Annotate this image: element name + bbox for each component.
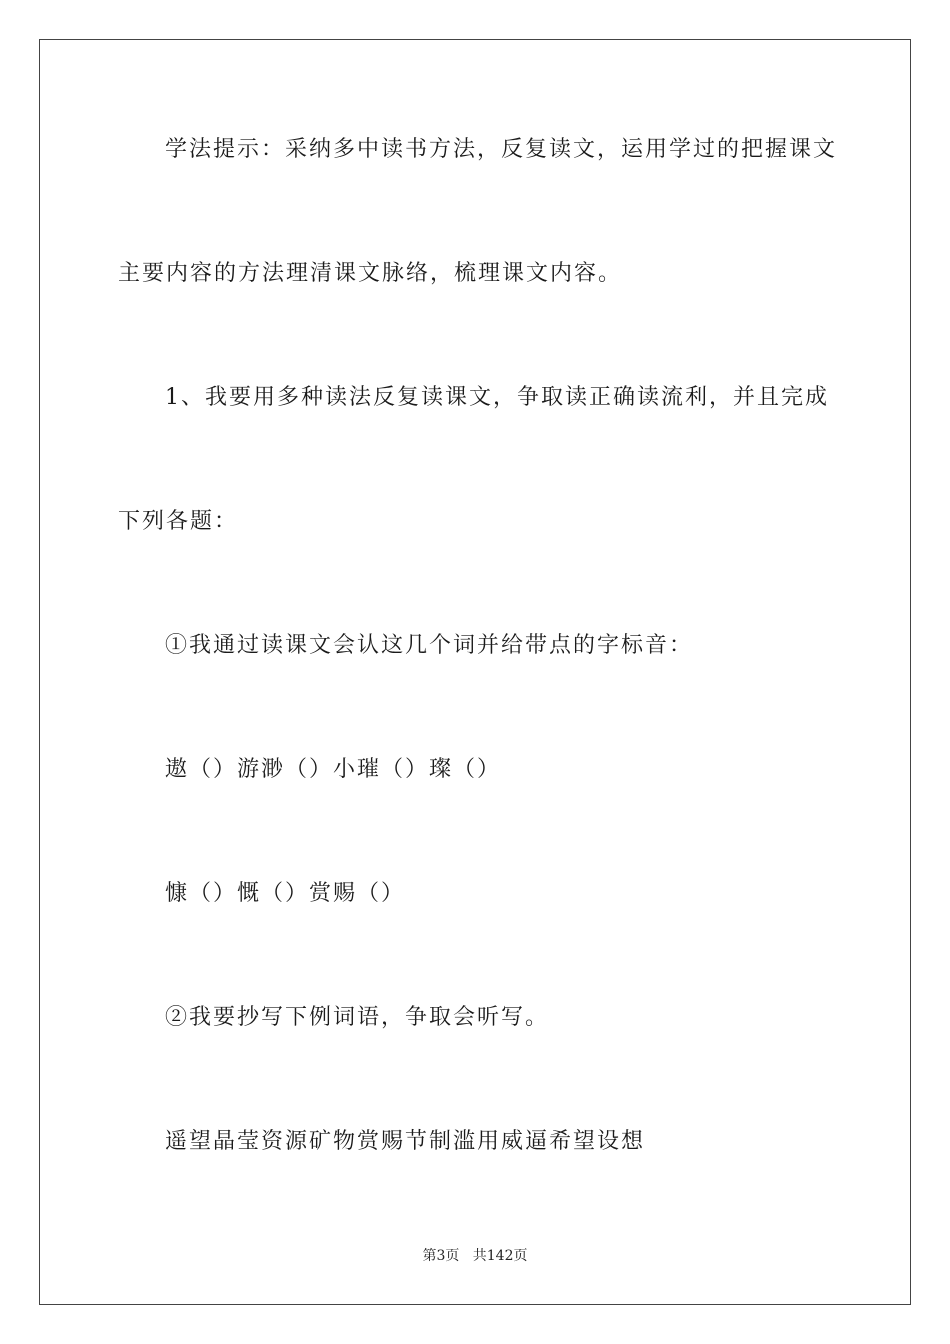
paragraph-subtask-2: ②我要抄写下例词语，争取会听写。: [165, 1005, 550, 1030]
paragraph-study-tip-continued: 主要内容的方法理清课文脉络，梳理课文内容。: [118, 261, 623, 286]
page-number: 第3页: [422, 1248, 460, 1264]
word-list-dictation: 遥望晶莹资源矿物赏赐节制滥用威逼希望设想: [165, 1129, 646, 1154]
word-list-pinyin-1: 遨（）游渺（）小璀（）璨（）: [165, 757, 502, 782]
paragraph-study-tip: 学法提示：采纳多中读书方法，反复读文，运用学过的把握课文: [165, 137, 838, 162]
paragraph-task-1-continued: 下列各题：: [118, 509, 239, 534]
page-footer: [0, 1246, 950, 1266]
paragraph-subtask-1: ①我通过读课文会认这几个词并给带点的字标音：: [165, 633, 694, 658]
paragraph-task-1: 1、我要用多种读法反复读课文，争取读正确读流利，并且完成: [165, 385, 829, 410]
word-list-pinyin-2: 慷（）慨（）赏赐（）: [165, 881, 406, 906]
page-border: [39, 39, 911, 1305]
page-total: 共142页: [472, 1248, 528, 1264]
